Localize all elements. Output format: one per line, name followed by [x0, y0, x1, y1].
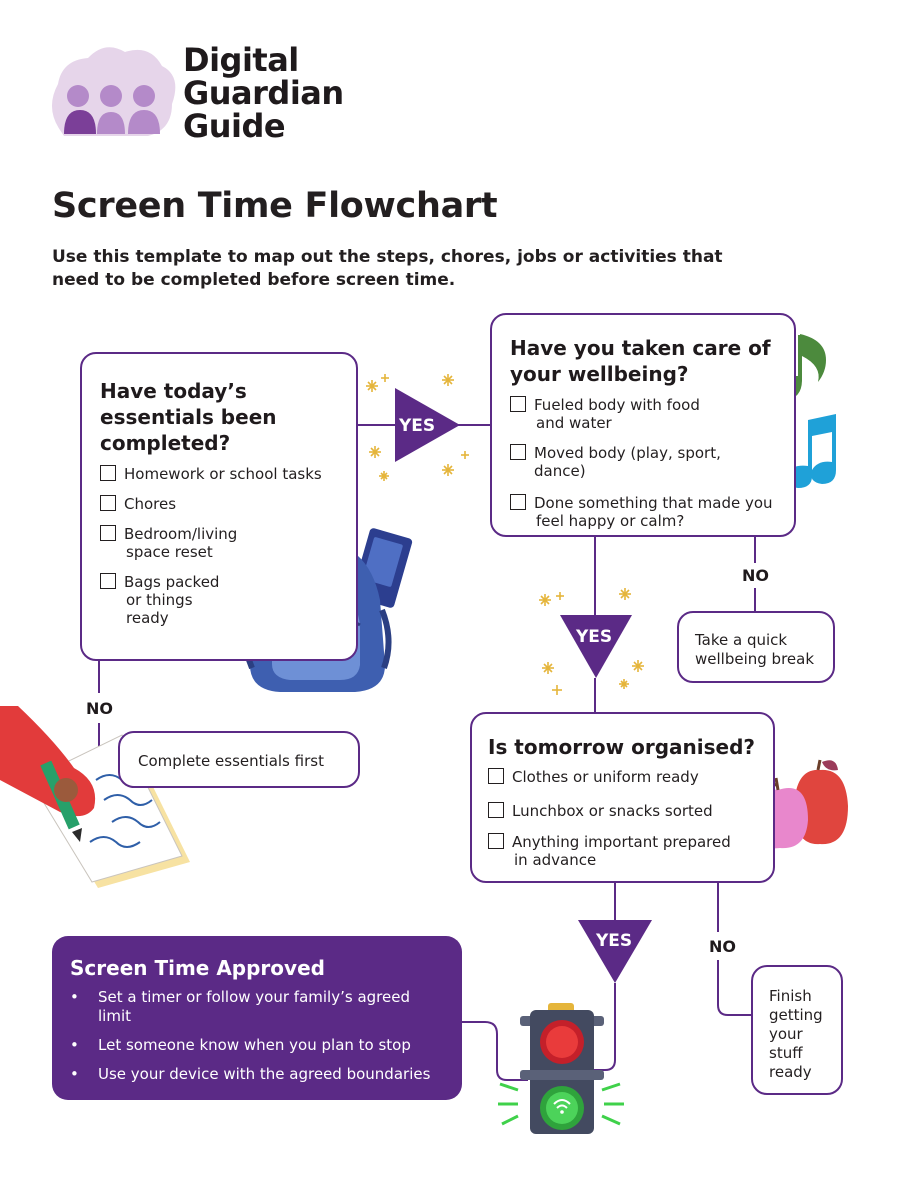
item-line: in advance — [514, 851, 597, 869]
checklist-item[interactable] — [100, 573, 338, 627]
wellbeing-break-box — [677, 611, 835, 683]
outcome-text: stuff — [769, 1044, 803, 1062]
yes-decision-arrow-3 — [578, 920, 652, 983]
outcome-text: Complete essentials first — [138, 752, 324, 770]
question-line: Have today’s — [100, 379, 247, 403]
finish-getting-ready-box — [751, 965, 843, 1095]
item-line: Clothes or uniform ready — [512, 768, 699, 786]
item-line: Anything important prepared — [512, 833, 731, 851]
approved-list — [70, 988, 444, 1084]
outcome-text: wellbeing break — [695, 650, 815, 668]
tomorrow-checklist — [488, 768, 757, 869]
question-line: Have you taken care of — [510, 336, 771, 360]
essentials-checklist — [100, 465, 338, 627]
no-label: NO — [709, 937, 736, 956]
item-line: Chores — [124, 495, 177, 513]
checklist-item[interactable] — [510, 494, 776, 530]
wellbeing-question — [510, 335, 776, 387]
tomorrow-question-box — [470, 712, 775, 883]
item-line: Bedroom/living — [124, 525, 238, 543]
brand-line: Guardian — [183, 74, 344, 112]
checklist-item[interactable] — [488, 802, 757, 820]
yes-label: YES — [596, 931, 633, 951]
outcome-text: ready — [769, 1063, 812, 1081]
outcome-text: getting — [769, 1006, 823, 1024]
brand-line: Guide — [183, 107, 286, 145]
item-line: ready — [126, 609, 169, 627]
outcome-text: your — [769, 1025, 803, 1043]
checklist-item[interactable] — [488, 768, 757, 786]
item-line: and water — [536, 414, 612, 432]
screen-time-approved-box — [52, 936, 462, 1100]
question-line: Is tomorrow organised? — [488, 735, 755, 759]
intro-line: need to be completed before screen time. — [52, 270, 456, 290]
outcome-text: Take a quick — [695, 631, 788, 649]
question-line: completed? — [100, 431, 231, 455]
tomorrow-question — [488, 734, 757, 760]
no-label: NO — [86, 699, 113, 718]
no-label: NO — [742, 566, 769, 585]
approved-item: • Use your device with the agreed boundaries — [70, 1065, 444, 1084]
checklist-item[interactable] — [100, 495, 338, 513]
item-line: feel happy or calm? — [536, 512, 685, 530]
question-line: essentials been — [100, 405, 277, 429]
checklist-item[interactable] — [510, 396, 776, 432]
item-line: space reset — [126, 543, 213, 561]
approved-item: • Set a timer or follow your family’s agreed limit — [70, 988, 444, 1026]
intro-text — [52, 246, 752, 292]
question-line: your wellbeing? — [510, 362, 689, 386]
essentials-question-box — [80, 352, 358, 661]
item-line: Bags packed — [124, 573, 220, 591]
checklist-item[interactable] — [100, 525, 338, 561]
item-line: or things — [126, 591, 193, 609]
wellbeing-checklist — [510, 396, 776, 530]
yes-label: YES — [399, 416, 436, 436]
brand-logo-text — [183, 41, 344, 145]
approved-title: Screen Time Approved — [70, 956, 325, 980]
brand-line: Digital — [183, 41, 299, 79]
item-line: Moved body (play, sport, dance) — [534, 444, 721, 480]
checklist-item[interactable] — [488, 833, 757, 869]
item-line: Fueled body with food — [534, 396, 700, 414]
outcome-text: Finish — [769, 987, 812, 1005]
complete-essentials-box — [118, 731, 360, 788]
item-line: Lunchbox or snacks sorted — [512, 802, 713, 820]
checklist-item[interactable] — [100, 465, 338, 483]
checklist-item[interactable] — [510, 444, 776, 480]
item-line: Done something that made you — [534, 494, 773, 512]
traffic-light-icon — [498, 1003, 624, 1134]
item-line: Homework or school tasks — [124, 465, 322, 483]
logo-people-icon — [52, 47, 175, 136]
yes-label: YES — [576, 627, 613, 647]
page-title: Screen Time Flowchart — [52, 186, 498, 226]
essentials-question — [100, 378, 338, 456]
intro-line: Use this template to map out the steps, chores, jobs or activities that — [52, 247, 723, 267]
approved-item: • Let someone know when you plan to stop — [70, 1036, 444, 1055]
wellbeing-question-box — [490, 313, 796, 537]
